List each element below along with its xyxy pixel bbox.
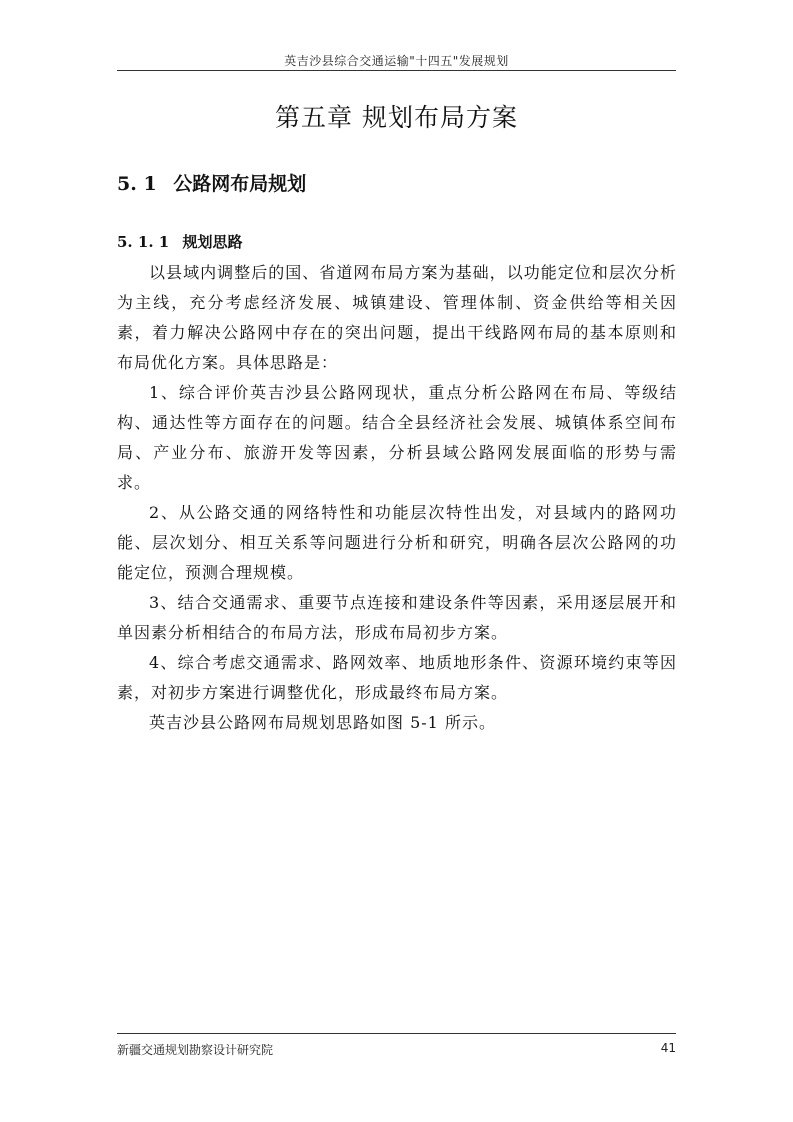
paragraph-item-4: 4、综合考虑交通需求、路网效率、地质地形条件、资源环境约束等因素，对初步方案进行调整优化，形成最终布局方案。 (117, 653, 677, 702)
paragraph-item-3: 3、结合交通需求、重要节点连接和建设条件等因素，采用逐层展开和单因素分析相结合的布局方法，形成布局初步方案。 (117, 593, 677, 642)
section-title-text: 公路网布局规划 (173, 173, 307, 195)
paragraph-intro: 以县域内调整后的国、省道网布局方案为基础，以功能定位和层次分析为主线，充分考虑经济发展、城镇建设、管理体制、资金供给等相关因素，着力解决公路网中存在的突出问题，提出干线路网布局的基本原则和布局优化方案。具体思路是： (117, 263, 677, 372)
subsection-number: 5. 1. 1 (117, 233, 170, 251)
paragraph-item-2: 2、从公路交通的网络特性和功能层次特性出发，对县域内的路网功能、层次划分、相互关系等问题进行分析和研究，明确各层次公路网的功能定位，预测合理规模。 (117, 503, 677, 582)
paragraph-item-1: 1、综合评价英吉沙县公路网现状，重点分析公路网在布局、等级结构、通达性等方面存在的问题。结合全县经济社会发展、城镇体系空间布局、产业分布、旅游开发等因素，分析县域公路网发展面临的形势与需求。 (117, 383, 677, 492)
footer-divider (117, 1033, 676, 1034)
header-divider (117, 70, 676, 71)
chapter-title: 第五章 规划布局方案 (275, 103, 518, 132)
subsection-title-text: 规划思路 (182, 233, 243, 251)
footer-institution: 新疆交通规划勘察设计研究院 (117, 1043, 274, 1057)
paragraph-figure-ref: 英吉沙县公路网布局规划思路如图 5-1 所示。 (149, 713, 496, 732)
running-header: 英吉沙县综合交通运输"十四五"发展规划 (284, 54, 509, 68)
section-heading (117, 169, 306, 196)
section-number: 5. 1 (117, 173, 157, 195)
body-text (117, 258, 677, 738)
page-number: 41 (660, 1041, 676, 1055)
subsection-heading (117, 231, 242, 252)
